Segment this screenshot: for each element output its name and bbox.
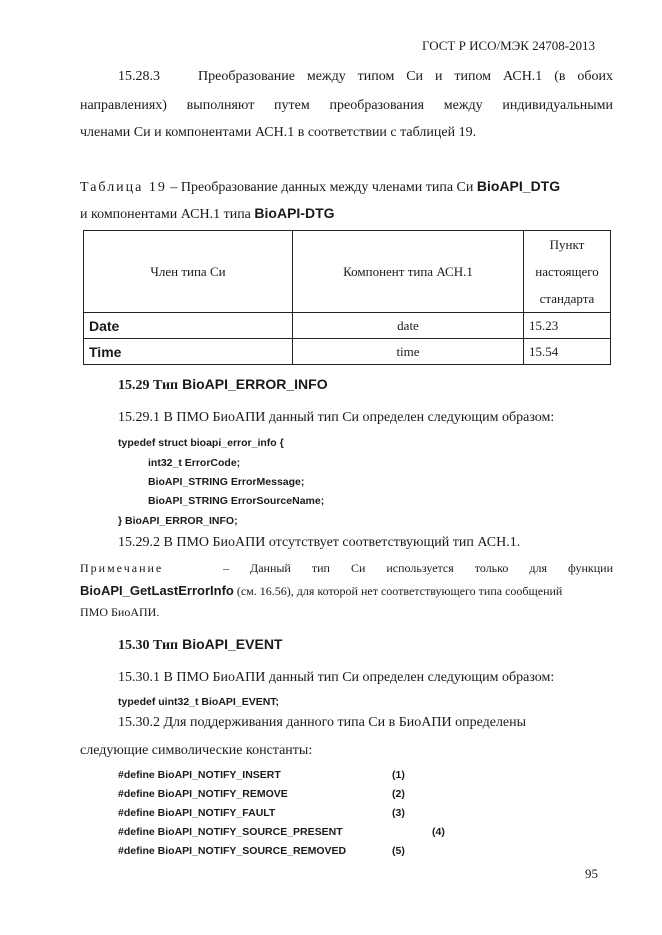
cell-member: Date xyxy=(84,313,293,339)
define-name: #define BioAPI_NOTIFY_REMOVE xyxy=(118,788,288,800)
table-caption-text: – Преобразование данных между членами типа Си xyxy=(170,180,474,195)
define-name: #define BioAPI_NOTIFY_SOURCE_REMOVED xyxy=(118,845,347,857)
define-name: #define BioAPI_NOTIFY_FAULT xyxy=(118,807,276,819)
code-typedef: typedef uint32_t BioAPI_EVENT; xyxy=(118,696,280,708)
header-clause xyxy=(524,231,611,313)
cell-member: Time xyxy=(84,339,293,365)
note-text: – Данный тип Си используется только для функции xyxy=(223,561,613,575)
header-component: Компонент типа АСН.1 xyxy=(293,231,524,313)
define-name: #define BioAPI_NOTIFY_SOURCE_PRESENT xyxy=(118,826,343,838)
para-15302-line-1: 15.30.2 Для поддерживания данного типа Си в БиоАПИ определены xyxy=(118,715,527,730)
clause-number: 15.28.3 xyxy=(118,69,160,84)
define-value: (5) xyxy=(392,845,405,857)
section-heading-1530 xyxy=(118,636,282,654)
note-text-2: (см. 16.56), для которой нет соответствующего типа сообщений xyxy=(236,584,563,598)
define-value: (3) xyxy=(392,807,405,819)
header-clause-line-3: стандарта xyxy=(539,291,595,306)
cell-clause: 15.23 xyxy=(524,313,611,339)
table-header-row xyxy=(84,231,611,313)
define-value: (1) xyxy=(392,769,405,781)
para-15292: 15.29.2 В ПМО БиоАПИ отсутствует соответствующий тип АСН.1. xyxy=(118,535,521,550)
table-caption-label: Таблица 19 xyxy=(80,180,167,195)
table-caption-line-1 xyxy=(80,178,560,196)
intro-line-2: направлениях) выполняют путем преобразования между индивидуальными xyxy=(80,98,613,113)
para-15291: 15.29.1 В ПМО БиоАПИ данный тип Си определен следующим образом: xyxy=(118,410,555,425)
running-header: ГОСТ Р ИСО/МЭК 24708-2013 xyxy=(422,38,596,53)
mapping-table xyxy=(83,230,611,365)
intro-line-1: Преобразование между типом Си и типом АСН.1 (в обоих xyxy=(198,69,613,84)
table-caption-text-2: и компонентами АСН.1 типа xyxy=(80,207,251,222)
cell-component: date xyxy=(293,313,524,339)
code-line: BioAPI_STRING ErrorSourceName; xyxy=(148,495,325,507)
table-caption-line-2 xyxy=(80,205,335,223)
code-line: int32_t ErrorCode; xyxy=(148,457,241,469)
table-caption-type: BioAPI_DTG xyxy=(476,178,561,194)
heading-type: BioAPI_ERROR_INFO xyxy=(182,376,328,392)
note-line-3: ПМО БиоАПИ. xyxy=(80,605,160,619)
heading-type: BioAPI_EVENT xyxy=(182,636,283,652)
table-row xyxy=(84,339,611,365)
header-member: Член типа Си xyxy=(84,231,293,313)
note-function: BioAPI_GetLastErrorInfo xyxy=(80,583,234,598)
code-line: typedef struct bioapi_error_info { xyxy=(118,437,284,449)
page-number: 95 xyxy=(585,866,598,881)
cell-component: time xyxy=(293,339,524,365)
table-caption-asn-type: BioAPI-DTG xyxy=(254,205,335,221)
section-heading-1529 xyxy=(118,376,328,394)
cell-clause: 15.54 xyxy=(524,339,611,365)
define-name: #define BioAPI_NOTIFY_INSERT xyxy=(118,769,281,781)
code-line: BioAPI_STRING ErrorMessage; xyxy=(148,476,305,488)
para-15301: 15.30.1 В ПМО БиоАПИ данный тип Си определен следующим образом: xyxy=(118,670,555,685)
header-clause-line-2: настоящего xyxy=(535,264,599,279)
define-value: (4) xyxy=(432,826,445,838)
para-15302-line-2: следующие символические константы: xyxy=(80,743,313,758)
note-line-1 xyxy=(80,561,613,576)
define-value: (2) xyxy=(392,788,405,800)
table-row xyxy=(84,313,611,339)
heading-number: 15.30 Тип xyxy=(118,638,179,653)
header-clause-line-1: Пункт xyxy=(549,237,585,252)
intro-line-3: членами Си и компонентами АСН.1 в соответствии с таблицей 19. xyxy=(80,125,477,140)
note-line-2 xyxy=(80,583,562,599)
heading-number: 15.29 Тип xyxy=(118,378,179,393)
code-line: } BioAPI_ERROR_INFO; xyxy=(118,515,238,527)
note-label: Примечание xyxy=(80,561,164,575)
